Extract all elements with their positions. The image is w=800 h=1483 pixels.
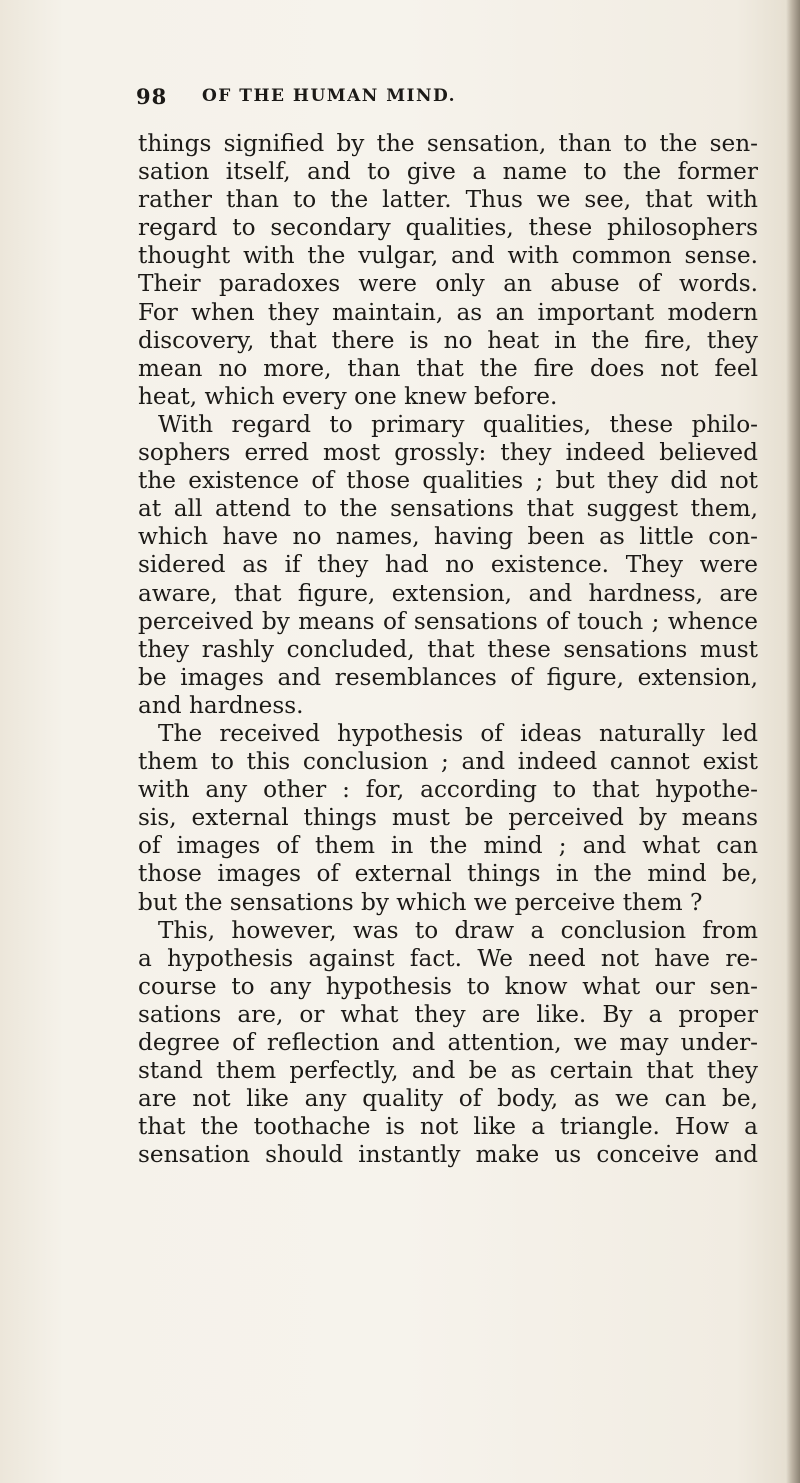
body-text (138, 130, 758, 1169)
page-edge-shadow (786, 0, 800, 1483)
text-line: but the sensations by which we perceive them ? (138, 888, 703, 916)
text-line: With regard to primary qualities, these philo- (158, 410, 758, 438)
text-line: sis, external things must be perceived by means (138, 804, 758, 832)
text-line: sations are, or what they are like. By a proper (138, 1000, 758, 1028)
page-header (136, 84, 696, 114)
text-line: degree of reflection and attention, we may under- (138, 1029, 758, 1056)
text-line: those images of external things in the mind be, (138, 860, 758, 888)
text-line: sensation should instantly make us conceive and (138, 1141, 758, 1169)
text-line: of images of them in the mind ; and what can (138, 832, 758, 860)
text-line: that the toothache is not like a triangle. How a (138, 1113, 758, 1141)
running-head: OF THE HUMAN MIND. (202, 86, 457, 106)
text-line: are not like any quality of body, as we can be, (138, 1085, 758, 1113)
text-line: at all attend to the sensations that suggest them, (138, 495, 758, 523)
text-line: thought with the vulgar, and with common sense. (138, 242, 758, 270)
text-line: Their paradoxes were only an abuse of words. (138, 270, 758, 298)
text-line: discovery, that there is no heat in the fire, they (138, 326, 758, 354)
text-line: they rashly concluded, that these sensations must (138, 635, 758, 663)
text-line: which have no names, having been as little con- (138, 523, 758, 551)
text-line: rather than to the latter. Thus we see, that with (138, 186, 758, 214)
text-line: things signified by the sensation, than to the sen- (138, 130, 758, 157)
text-line: mean no more, than that the fire does not feel (138, 354, 758, 382)
text-line: course to any hypothesis to know what our sen- (138, 972, 758, 1000)
page-number: 98 (136, 84, 168, 109)
text-line: sidered as if they had no existence. They were (138, 551, 758, 579)
text-line: sation itself, and to give a name to the former (138, 158, 758, 186)
text-line: sophers erred most grossly: they indeed believed (138, 439, 758, 467)
text-line: stand them perfectly, and be as certain that they (138, 1057, 758, 1085)
text-line: This, however, was to draw a conclusion from (158, 916, 758, 944)
text-line: For when they maintain, as an important modern (138, 298, 758, 326)
text-line: aware, that figure, extension, and hardness, are (138, 579, 758, 607)
text-line: with any other : for, according to that hypothe- (138, 776, 758, 804)
text-line: them to this conclusion ; and indeed cannot exist (138, 748, 758, 776)
text-line: a hypothesis against fact. We need not have re- (138, 944, 758, 972)
text-line: perceived by means of sensations of touch ; whence (138, 607, 758, 635)
text-line: and hardness. (138, 691, 304, 719)
text-line: The received hypothesis of ideas naturally led (158, 719, 758, 747)
text-line: regard to secondary qualities, these philosophers (138, 214, 758, 242)
text-line: be images and resemblances of figure, extension, (138, 663, 758, 691)
text-line: heat, which every one knew before. (138, 382, 558, 410)
text-line: the existence of those qualities ; but they did not (138, 467, 758, 495)
